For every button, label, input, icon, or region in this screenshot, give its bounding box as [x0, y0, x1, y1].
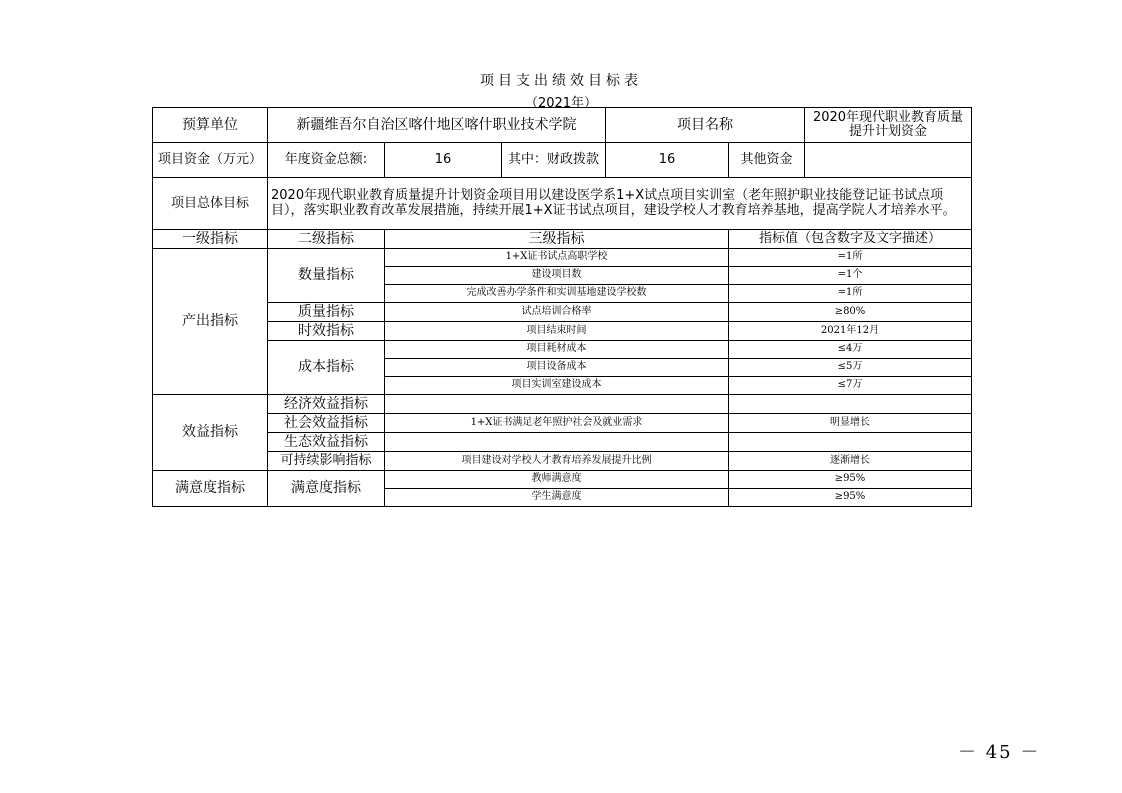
goal-label: 项目总体目标 [153, 178, 268, 230]
indicator-level3: 教师满意度 [385, 471, 729, 489]
indicator-level3 [385, 395, 729, 414]
indicator-value [729, 433, 972, 452]
indicator-value: ≤7万 [729, 377, 972, 395]
goal-text: 2020年现代职业教育质量提升计划资金项目用以建设医学系1+X试点项目实训室（老年照护职业技能登记证书试点项目），落实职业教育改革发展措施，持续开展1+X证书试点项目，建设学校人才教育培养基地，提高学院人才培养水平。 [268, 178, 972, 230]
fiscal-funds-value: 16 [606, 143, 729, 178]
indicator-level3: 项目建设对学校人才教育培养发展提升比例 [385, 452, 729, 471]
indicator-level3: 学生满意度 [385, 489, 729, 507]
indicator-level3: 试点培训合格率 [385, 303, 729, 322]
subgroup-cost: 成本指标 [268, 341, 385, 395]
indicator-level3: 项目设备成本 [385, 359, 729, 377]
indicator-value: ≥80% [729, 303, 972, 322]
indicator-level3: 完成改善办学条件和实训基地建设学校数 [385, 285, 729, 303]
budget-unit-value: 新疆维吾尔自治区喀什地区喀什职业技术学院 [268, 108, 606, 143]
indicator-value: 逐渐增长 [729, 452, 972, 471]
indicator-value: 明显增长 [729, 414, 972, 433]
indicator-value: =1所 [729, 249, 972, 267]
indicator-value: ≥95% [729, 489, 972, 507]
other-funds-label: 其他资金 [729, 143, 805, 178]
page-title: 项目支出绩效目标表 [480, 73, 642, 89]
column-header-level2: 二级指标 [268, 230, 385, 249]
column-header-level3: 三级指标 [385, 230, 729, 249]
annual-total-label: 年度资金总额: [268, 143, 385, 178]
subgroup-quality: 质量指标 [268, 303, 385, 322]
annual-total-value: 16 [385, 143, 502, 178]
page-year: （2021年） [524, 96, 598, 111]
budget-unit-label: 预算单位 [153, 108, 268, 143]
project-name-label: 项目名称 [606, 108, 805, 143]
performance-target-table [152, 107, 972, 507]
column-header-value: 指标值（包含数字及文字描述） [729, 230, 972, 249]
group-output: 产出指标 [153, 249, 268, 395]
other-funds-value [805, 143, 972, 178]
subgroup-quantity: 数量指标 [268, 249, 385, 303]
indicator-level3: 项目实训室建设成本 [385, 377, 729, 395]
project-name-value: 2020年现代职业教育质量提升计划资金 [805, 108, 972, 143]
indicator-level3: 项目耗材成本 [385, 341, 729, 359]
indicator-level3 [385, 433, 729, 452]
subgroup-social: 社会效益指标 [268, 414, 385, 433]
group-satisfaction: 满意度指标 [153, 471, 268, 507]
indicator-level3: 1+X证书满足老年照护社会及就业需求 [385, 414, 729, 433]
page-number: － 45 － [958, 742, 1041, 763]
subgroup-ecological: 生态效益指标 [268, 433, 385, 452]
subgroup-satisfaction: 满意度指标 [268, 471, 385, 507]
indicator-level3: 1+X证书试点高职学校 [385, 249, 729, 267]
indicator-value: ≤4万 [729, 341, 972, 359]
indicator-value: ≥95% [729, 471, 972, 489]
subgroup-timeliness: 时效指标 [268, 322, 385, 341]
indicator-level3: 建设项目数 [385, 267, 729, 285]
funds-label: 项目资金（万元） [153, 143, 268, 178]
fiscal-funds-label: 其中：财政拨款 [502, 143, 606, 178]
subgroup-sustainable: 可持续影响指标 [268, 452, 385, 471]
indicator-value: =1所 [729, 285, 972, 303]
indicator-value [729, 395, 972, 414]
subgroup-economic: 经济效益指标 [268, 395, 385, 414]
indicator-level3: 项目结束时间 [385, 322, 729, 341]
indicator-value: 2021年12月 [729, 322, 972, 341]
column-header-level1: 一级指标 [153, 230, 268, 249]
indicator-value: =1个 [729, 267, 972, 285]
indicator-value: ≤5万 [729, 359, 972, 377]
group-benefit: 效益指标 [153, 395, 268, 471]
